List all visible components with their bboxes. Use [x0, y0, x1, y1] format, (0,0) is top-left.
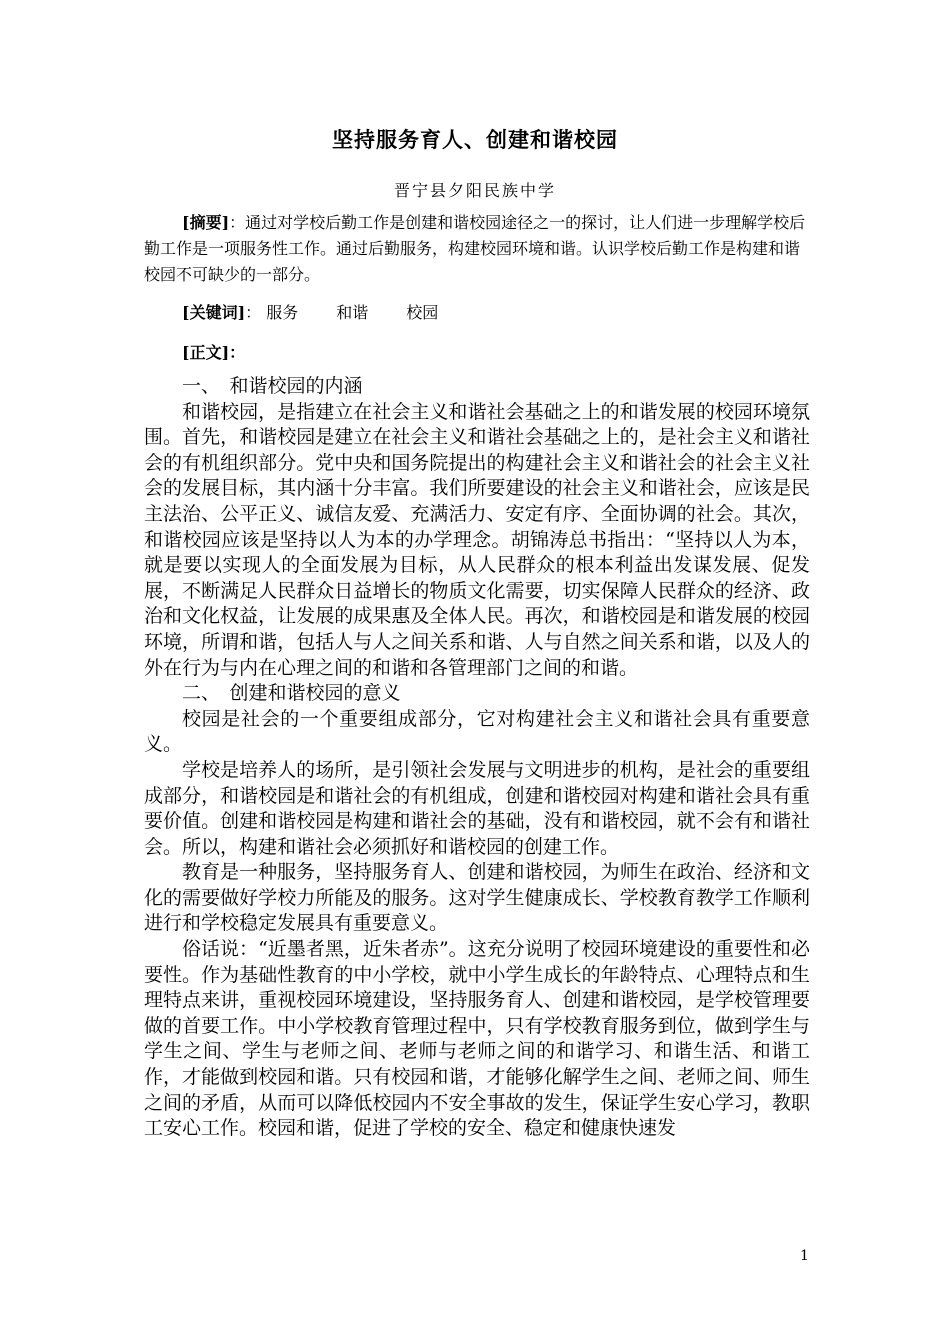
abstract-block: [144, 210, 810, 288]
abstract-label: [摘要]: [182, 213, 230, 232]
keywords-label: [关键词]: [182, 303, 246, 322]
section-heading-1: 一、 和谐校园的内涵: [182, 375, 363, 397]
keyword-item: 服务: [266, 303, 299, 322]
keywords-sep: ：: [245, 303, 262, 322]
body-label-sep: ：: [229, 343, 246, 362]
body-text: [144, 374, 810, 1142]
keyword-item: 和谐: [336, 303, 369, 322]
section-heading-2: 二、 创建和谐校园的意义: [182, 682, 401, 705]
page-number: 1: [800, 1248, 809, 1264]
keywords-block: [144, 300, 848, 326]
body-label-block: [144, 340, 848, 366]
body-paragraph: 学校是培养人的场所，是引领社会发展与文明进步的机构，是社会的重要组成部分，和谐校园是和谐社会的有机组成，创建和谐校园对构建和谐社会具有重要价值。创建和谐校园是构建和谐社会的基础，没有和谐校园，就不会有和谐社会。所以，构建和谐社会必须抓好和谐校园的创建工作。: [144, 758, 810, 858]
author-line: 晋宁县夕阳民族中学: [393, 181, 556, 200]
abstract-text: ：通过对学校后勤工作是创建和谐校园途径之一的探讨，让人们进一步理解学校后勤工作是一项服务性工作。通过后勤服务，构建校园环境和谐。认识学校后勤工作是构建和谐校园不可缺少的一部分。: [144, 213, 806, 284]
body-paragraph: 和谐校园，是指建立在社会主义和谐社会基础之上的和谐发展的校园环境氛围。首先，和谐校园是建立在社会主义和谐社会基础之上的，是社会主义和谐社会的有机组织部分。党中央和国务院提出的构建社会主义和谐社会的社会主义社会的发展目标，其内涵十分丰富。我们所要建设的社会主义和谐社会，应该是民主法治、公平正义、诚信友爱、充满活力、安定有序、全面协调的社会。其次，和谐校园应该是坚持以人为本的办学理念。胡锦涛总书指出：“坚持以人为本，就是要以实现人的全面发展为目标，从人民群众的根本利益出发谋发展、促发展，不断满足人民群众日益增长的物质文化需要，切实保障人民群众的经济、政治和文化权益，让发展的成果惠及全体人民。再次，和谐校园是和谐发展的校园环境，所谓和谐，包括人与人之间关系和谐、人与自然之间关系和谐，以及人的外在行为与内在心理之间的和谐和各管理部门之间的和谐。: [144, 400, 810, 679]
body-paragraph: 校园是社会的一个重要组成部分，它对构建社会主义和谐社会具有重要意义。: [144, 707, 810, 756]
body-paragraph: 教育是一种服务，坚持服务育人、创建和谐校园，为师生在政治、经济和文化的需要做好学校力所能及的服务。这对学生健康成长、学校教育教学工作顺利进行和学校稳定发展具有重要意义。: [144, 861, 810, 935]
body-label: [正文]: [182, 343, 230, 362]
keyword-item: 校园: [406, 303, 439, 322]
body-paragraph: 俗话说：“近墨者黑，近朱者赤”。这充分说明了校园环境建设的重要性和必要性。作为基础性教育的中小学校，就中小学生成长的年龄特点、心理特点和生理特点来讲，重视校园环境建设，坚持服务育人、创建和谐校园，是学校管理要做的首要工作。中小学校教育管理过程中，只有学校教育服务到位，做到学生与学生之间、学生与老师之间、老师与老师之间的和谐学习、和谐生活、和谐工作，才能做到校园和谐。只有校园和谐，才能够化解学生之间、老师之间、师生之间的矛盾，从而可以降低校园内不安全事故的发生，保证学生安心学习，教职工安心工作。校园和谐，促进了学校的安全、稳定和健康快速发: [144, 938, 810, 1140]
document-title: 坚持服务育人、创建和谐校园: [332, 127, 618, 152]
